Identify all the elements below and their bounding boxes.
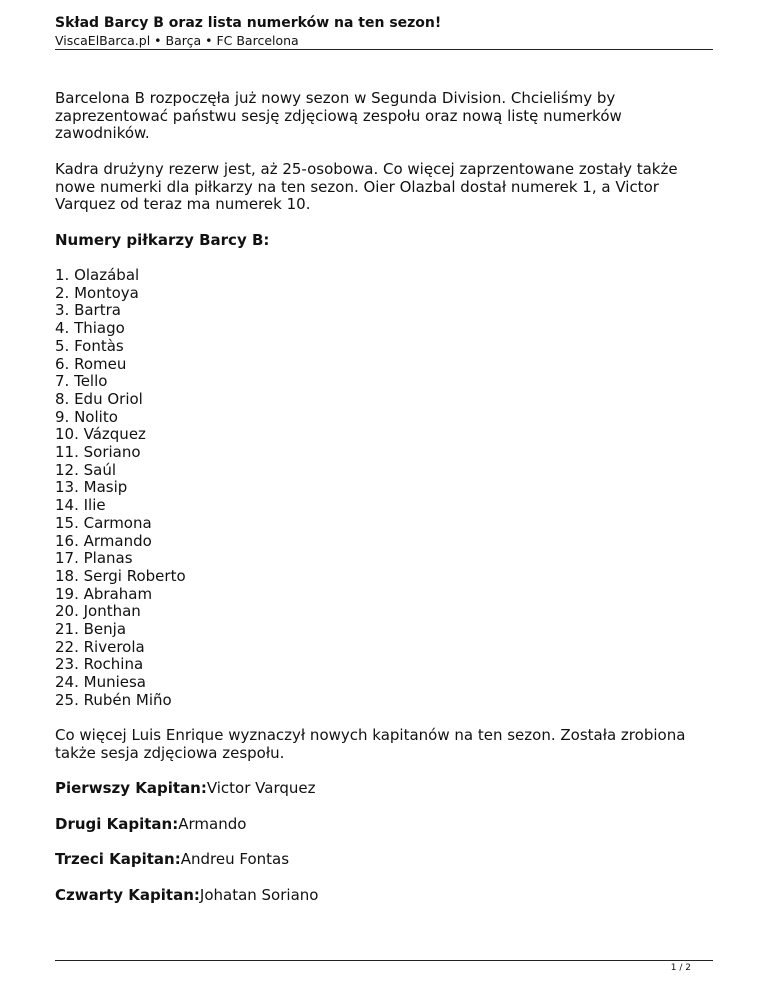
captain-entry <box>55 780 715 798</box>
page-number: 1 / 2 <box>670 963 691 973</box>
player-list-item: 25. Rubén Miño <box>55 690 172 709</box>
captains-paragraph: Co więcej Luis Enrique wyznaczył nowych kapitanów na ten sezon. Została zrobiona także sesja zdjęciowa zespołu. <box>55 726 686 762</box>
player-list-item: 22. Riverola <box>55 637 145 656</box>
player-list-item: 8. Edu Oriol <box>55 389 143 408</box>
player-list-item: 1. Olazábal <box>55 265 140 284</box>
player-list-item: 7. Tello <box>55 372 108 391</box>
player-list-item: 9. Nolito <box>55 407 118 426</box>
player-list-item: 24. Muniesa <box>55 673 146 692</box>
player-list-item: 18. Sergi Roberto <box>55 566 186 585</box>
captains-list <box>55 780 715 904</box>
player-list-item: 10. Vázquez <box>55 425 146 444</box>
article-title: Skład Barcy B oraz lista numerków na ten sezon! <box>55 15 442 31</box>
squad-paragraph: Kadra drużyny rezerw jest, aż 25-osobowa. Co więcej zaprzentowane zostały także nowe numerki dla piłkarzy na ten sezon. Oier Olazbal dostał numerek 1, a Victor Varquez od teraz ma numerek 10. <box>55 159 678 214</box>
captain-label: Pierwszy Kapitan: <box>55 779 207 798</box>
captain-label: Czwarty Kapitan: <box>55 885 200 904</box>
player-list-item: 16. Armando <box>55 531 152 550</box>
site-breadcrumb: ViscaElBarca.pl • Barça • FC Barcelona <box>55 33 299 48</box>
captain-label: Trzeci Kapitan: <box>55 850 181 869</box>
player-list-item: 15. Carmona <box>55 513 152 532</box>
player-list-item: 3. Bartra <box>55 301 121 320</box>
article-body <box>55 90 715 922</box>
player-list-item: 21. Benja <box>55 620 127 639</box>
captain-name: Armando <box>178 814 247 833</box>
captain-name: Victor Varquez <box>206 779 316 798</box>
players-list <box>55 267 715 710</box>
player-list-item: 12. Saúl <box>55 460 117 479</box>
captain-entry <box>55 887 715 905</box>
player-list-item: 2. Montoya <box>55 283 139 302</box>
footer-divider <box>55 960 713 961</box>
player-list-item: 20. Jonthan <box>55 602 141 621</box>
player-list-item: 23. Rochina <box>55 655 144 674</box>
header-divider <box>55 49 713 50</box>
player-list-item: 19. Abraham <box>55 584 153 603</box>
captain-entry <box>55 851 715 869</box>
player-list-item: 13. Masip <box>55 478 128 497</box>
page-header <box>55 14 713 49</box>
captain-label: Drugi Kapitan: <box>55 814 179 833</box>
captain-entry <box>55 816 715 834</box>
player-list-item: 14. Ilie <box>55 496 106 515</box>
player-list-item: 5. Fontàs <box>55 336 124 355</box>
player-list-item: 11. Soriano <box>55 443 141 462</box>
intro-paragraph: Barcelona B rozpoczęła już nowy sezon w Segunda Division. Chcieliśmy by zaprezentować państwu sesję zdjęciową zespołu oraz nową listę numerków zawodników. <box>55 89 622 143</box>
player-list-item: 17. Planas <box>55 549 133 568</box>
captain-name: Johatan Soriano <box>199 885 319 904</box>
players-list-heading: Numery piłkarzy Barcy B: <box>55 230 270 249</box>
player-list-item: 6. Romeu <box>55 354 127 373</box>
player-list-item: 4. Thiago <box>55 319 125 338</box>
captain-name: Andreu Fontas <box>180 850 290 869</box>
